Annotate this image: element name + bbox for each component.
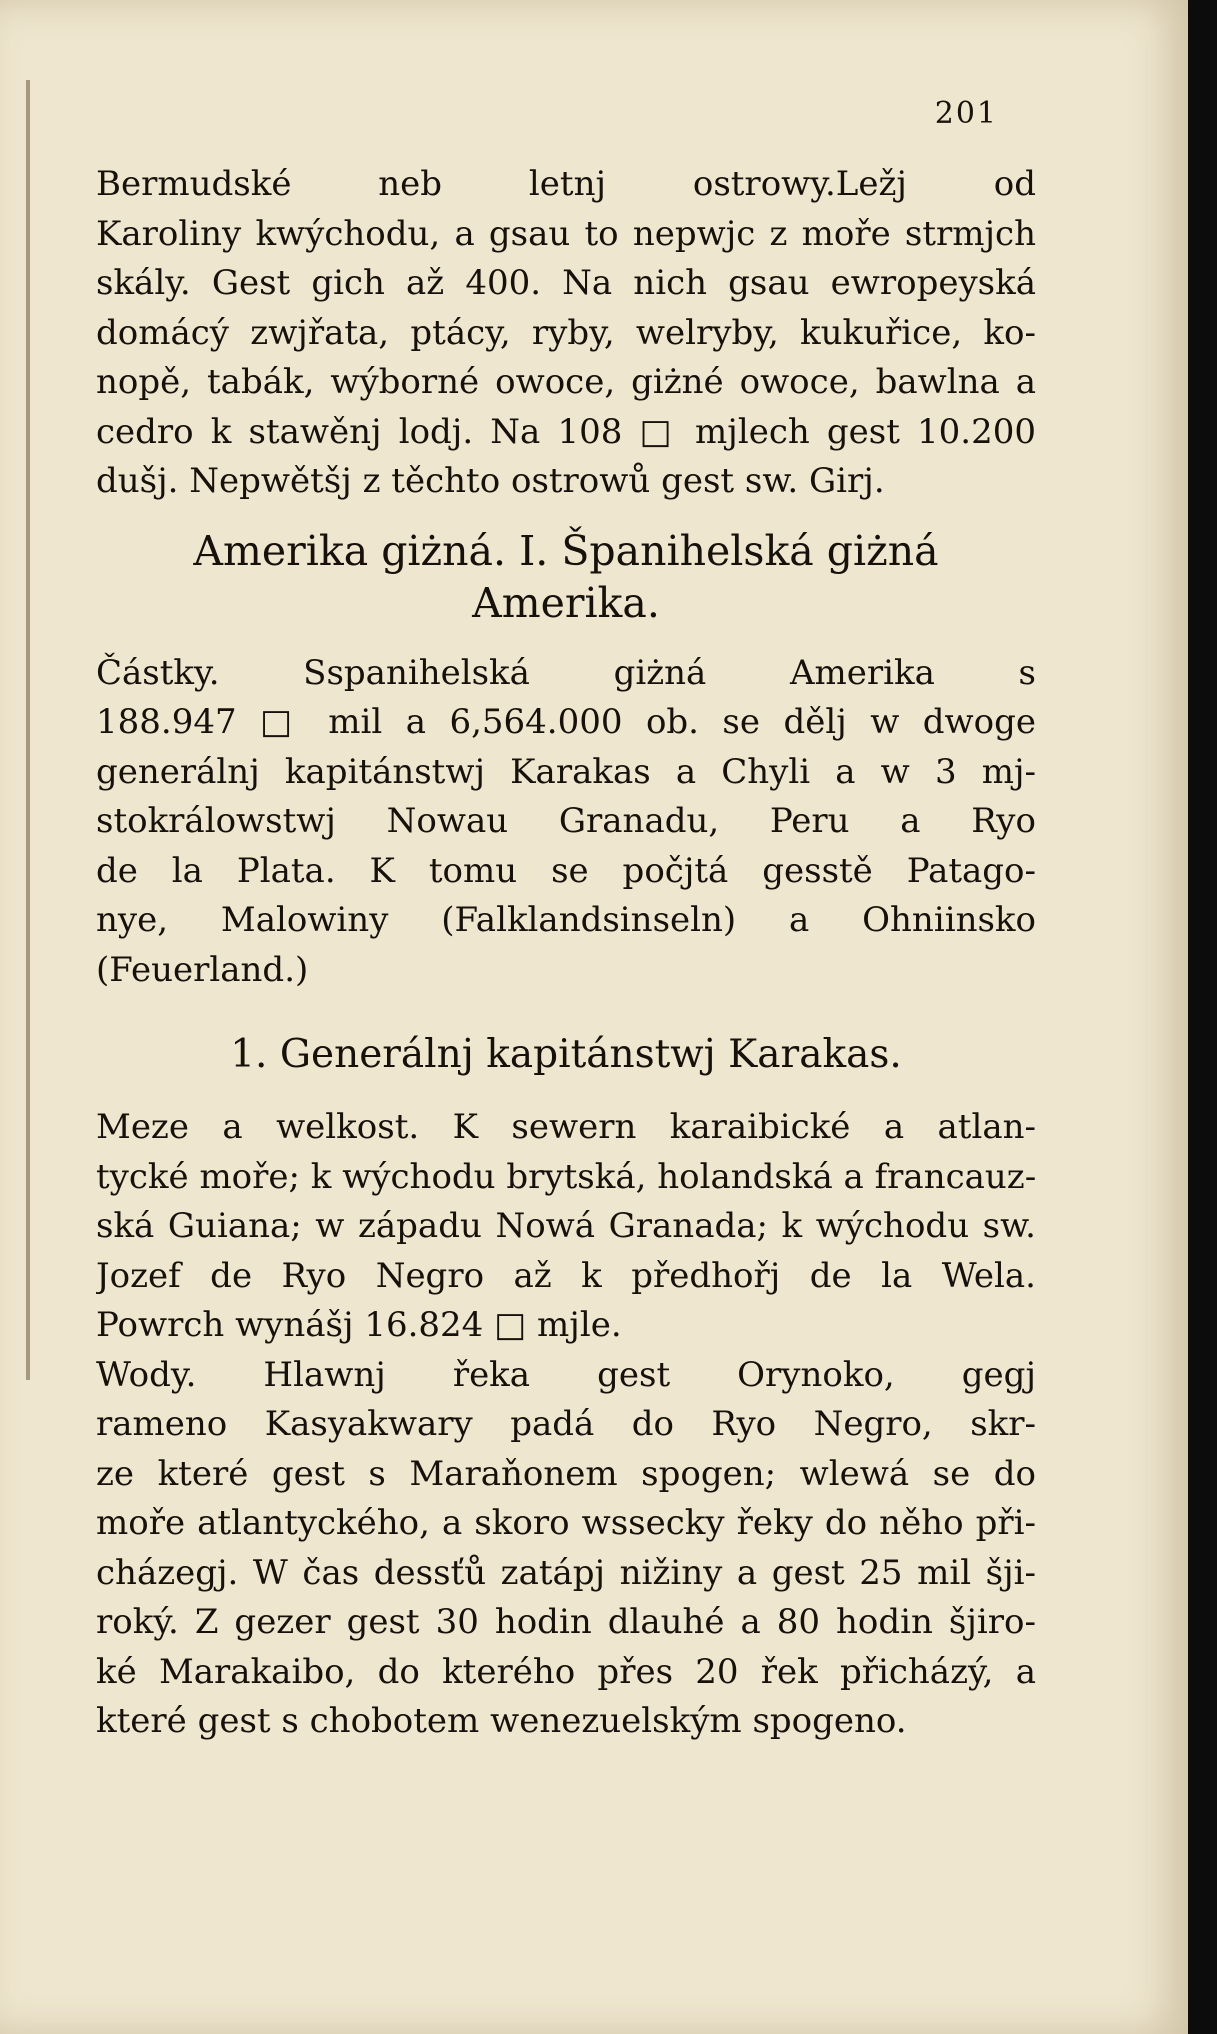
text-line: ké Marakaibo, do kterého přes 20 řek přicházý, a: [96, 1651, 1036, 1692]
text-line: nye, Malowiny (Falklandsinseln) a Ohniinsko: [96, 900, 1036, 940]
text-line: tycké moře; k wýchodu brytská, holandská a francauz-: [96, 1156, 1036, 1197]
paragraph-casti: [96, 649, 1036, 996]
text-line: Powrch wynášj 16.824 □ mjle.: [96, 1305, 622, 1345]
text-line: stokrálowstwj Nowau Granadu, Peru a Ryo: [96, 801, 1036, 841]
text-line: moře atlantyckého, a skoro wssecky řeky do něho při-: [96, 1503, 1036, 1543]
paragraph-bermuda: [96, 160, 1036, 507]
text-line: cházegj. W čas dessťů zatápj nižiny a gest 25 mil šji-: [96, 1552, 1036, 1593]
section-heading-continued: Amerika.: [472, 578, 660, 627]
text-line: Karoliny kwýchodu, a gsau to nepwjc z moře strmjch: [96, 213, 1036, 254]
text-line: generálnj kapitánstwj Karakas a Chyli a w 3 mj-: [96, 751, 1036, 792]
text-line: (Feuerland.): [96, 949, 309, 990]
text-line: rameno Kasyakwary padá do Ryo Negro, skr-: [96, 1404, 1036, 1444]
text-line: Bermudské neb letnj ostrowy.Ležj od: [96, 164, 1036, 204]
text-line: skály. Gest gich až 400. Na nich gsau ewropeyská: [96, 263, 1036, 303]
text-line: roký. Z gezer gest 30 hodin dlauhé a 80 hodin šjiro-: [96, 1602, 1036, 1642]
text-line: cedro k stawěnj lodj. Na 108 □ mjlech gest 10.200: [96, 411, 1036, 452]
text-line: které gest s chobotem wenezuelským spogeno.: [96, 1701, 907, 1741]
text-line: Částky. Sspanihelská giżná Amerika s: [96, 652, 1036, 693]
text-line: Meze a welkost. K sewern karaibické a atlan-: [96, 1107, 1036, 1147]
paragraph-wody: [96, 1351, 1036, 1747]
page-number: 201: [934, 96, 998, 131]
subsection-heading: 1. Generálnj kapitánstwj Karakas.: [230, 1032, 902, 1077]
text-line: nopě, tabák, wýborné owoce, giżné owoce, bawlna a: [96, 362, 1036, 402]
text-line: ská Guiana; w západu Nowá Granada; k wýchodu sw.: [96, 1206, 1036, 1246]
text-line: dušj. Nepwětšj z těchto ostrowů gest sw. Girj.: [96, 461, 885, 501]
text-line: 188.947 □ mil a 6,564.000 ob. se dělj w dwoge: [96, 702, 1036, 742]
text-line: domácý zwjřata, ptácy, ryby, welryby, kukuřice, ko-: [96, 312, 1036, 353]
text-line: ze které gest s Maraňonem spogen; wlewá se do: [96, 1453, 1036, 1494]
section-heading: Amerika giżná. I. Španihelská giżná: [193, 526, 939, 575]
text-line: Jozef de Ryo Negro až k předhořj de la Wela.: [96, 1255, 1036, 1296]
margin-rule: [26, 80, 30, 1380]
text-line: Wody. Hlawnj řeka gest Orynoko, gegj: [96, 1354, 1036, 1395]
text-body: [96, 160, 1036, 1747]
paragraph-meze: [96, 1103, 1036, 1351]
text-line: de la Plata. K tomu se počjtá gesstě Patago-: [96, 850, 1036, 891]
